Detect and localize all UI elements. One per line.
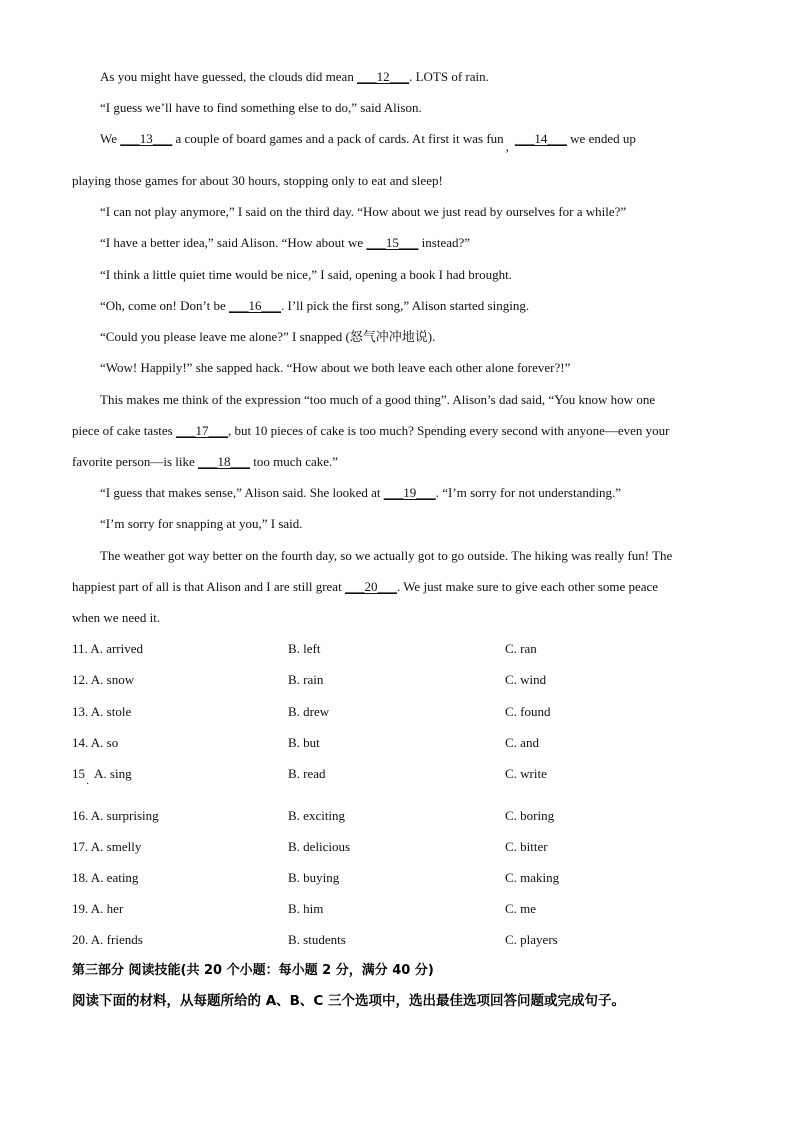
text: As you might have guessed, the clouds did mean <box>100 69 358 84</box>
text: . We just make sure to give each other some peace <box>396 579 659 594</box>
option-12-b: B. rain <box>288 672 324 687</box>
blank-20: ___20___ <box>344 579 397 594</box>
option-13-a: 13. A. stole <box>72 704 132 719</box>
passage-line-6 <box>100 236 470 249</box>
passage-line-5: “I can not play anymore,” I said on the third day. “How about we just read by ourselves for a while?” <box>100 204 627 219</box>
option-18-b: B. buying <box>288 870 340 885</box>
option-18-a: 18. A. eating <box>72 870 139 885</box>
passage-line-3 <box>100 131 636 154</box>
option-17-c: C. bitter <box>505 839 548 854</box>
passage-line-2: “I guess we’ll have to find something else to do,” said Alison. <box>100 100 422 115</box>
text: a couple of board games and a pack of cards. At first it was fun <box>172 131 504 146</box>
option-20-a: 20. A. friends <box>72 932 143 947</box>
text: piece of cake tastes <box>72 423 176 438</box>
blank-18: ___18___ <box>198 454 250 469</box>
text: , but 10 pieces of cake is too much? Spending every second with anyone—even your <box>227 423 670 438</box>
blank-14: ___14___ <box>514 131 567 146</box>
text: too much cake.” <box>250 454 339 469</box>
passage-line-14 <box>100 486 621 499</box>
option-11-a: 11. A. arrived <box>72 641 143 656</box>
passage-line-1 <box>100 70 489 83</box>
text: We <box>100 131 121 146</box>
passage-line-17 <box>72 580 658 593</box>
option-11-b: B. left <box>288 641 321 656</box>
option-16-c: C. boring <box>505 808 555 823</box>
blank-12: ___12___ <box>357 69 410 84</box>
option-15-a: 15 A. sing <box>72 766 132 781</box>
option-19-b: B. him <box>288 901 324 916</box>
passage-line-4: playing those games for about 30 hours, stopping only to eat and sleep! <box>72 173 443 188</box>
option-12-a: 12. A. snow <box>72 672 135 687</box>
comma-mark: , <box>505 139 509 154</box>
text: “Oh, come on! Don’t be <box>100 298 230 313</box>
text: . “I’m sorry for not understanding.” <box>435 485 621 500</box>
text: “I have a better idea,” said Alison. “How about we <box>100 235 367 250</box>
text: “I guess that makes sense,” Alison said. She looked at <box>100 485 384 500</box>
section-title: 第三部分 阅读技能(共 20 个小题：每小题 2 分，满分 40 分) <box>72 963 434 978</box>
option-14-b: B. but <box>288 735 320 750</box>
text: instead?” <box>418 235 471 250</box>
text: . I’ll pick the first song,” Alison started singing. <box>281 298 530 313</box>
passage-line-18: when we need it. <box>72 610 161 625</box>
option-19-a: 19. A. her <box>72 901 124 916</box>
option-15-dot-mark: · <box>86 779 90 790</box>
blank-13: ___13___ <box>120 131 173 146</box>
passage-line-16: The weather got way better on the fourth day, so we actually got to go outside. The hiking was really fun! The <box>100 548 673 563</box>
passage-line-7: “I think a little quiet time would be nice,” I said, opening a book I had brought. <box>100 267 512 282</box>
text: we ended up <box>566 131 636 146</box>
option-11-c: C. ran <box>505 641 537 656</box>
option-18-c: C. making <box>505 870 560 885</box>
option-20-c: C. players <box>505 932 558 947</box>
option-20-b: B. students <box>288 932 346 947</box>
option-15-b: B. read <box>288 766 326 781</box>
blank-17: ___17___ <box>175 423 228 438</box>
option-13-b: B. drew <box>288 704 330 719</box>
option-16-b: B. exciting <box>288 808 346 823</box>
option-13-c: C. found <box>505 704 551 719</box>
option-16-a: 16. A. surprising <box>72 808 159 823</box>
passage-line-10: “Wow! Happily!” she sapped hack. “How about we both leave each other alone forever?!” <box>100 360 571 375</box>
section-instruction: 阅读下面的材料，从每题所给的 A、B、C 三个选项中，选出最佳选项回答问题或完成句子。 <box>72 993 626 1009</box>
blank-15: ___15___ <box>366 235 419 250</box>
text: happiest part of all is that Alison and I are still great <box>72 579 345 594</box>
option-12-c: C. wind <box>505 672 547 687</box>
passage-line-9: “Could you please leave me alone?” I snapped (怒气冲冲地说). <box>100 329 436 344</box>
text: favorite person—is like <box>72 454 198 469</box>
option-14-a: 14. A. so <box>72 735 119 750</box>
passage-line-11: This makes me think of the expression “too much of a good thing”. Alison’s dad said, “You know how one <box>100 392 656 407</box>
option-17-a: 17. A. smelly <box>72 839 142 854</box>
passage-line-12 <box>72 424 669 437</box>
passage-line-8 <box>100 299 529 312</box>
option-14-c: C. and <box>505 735 539 750</box>
blank-19: ___19___ <box>383 485 436 500</box>
passage-line-15: “I’m sorry for snapping at you,” I said. <box>100 516 303 531</box>
option-17-b: B. delicious <box>288 839 351 854</box>
passage-line-13 <box>72 455 338 468</box>
text: . LOTS of rain. <box>409 69 489 84</box>
blank-16: ___16___ <box>229 298 282 313</box>
option-15-c: C. write <box>505 766 547 781</box>
option-19-c: C. me <box>505 901 537 916</box>
